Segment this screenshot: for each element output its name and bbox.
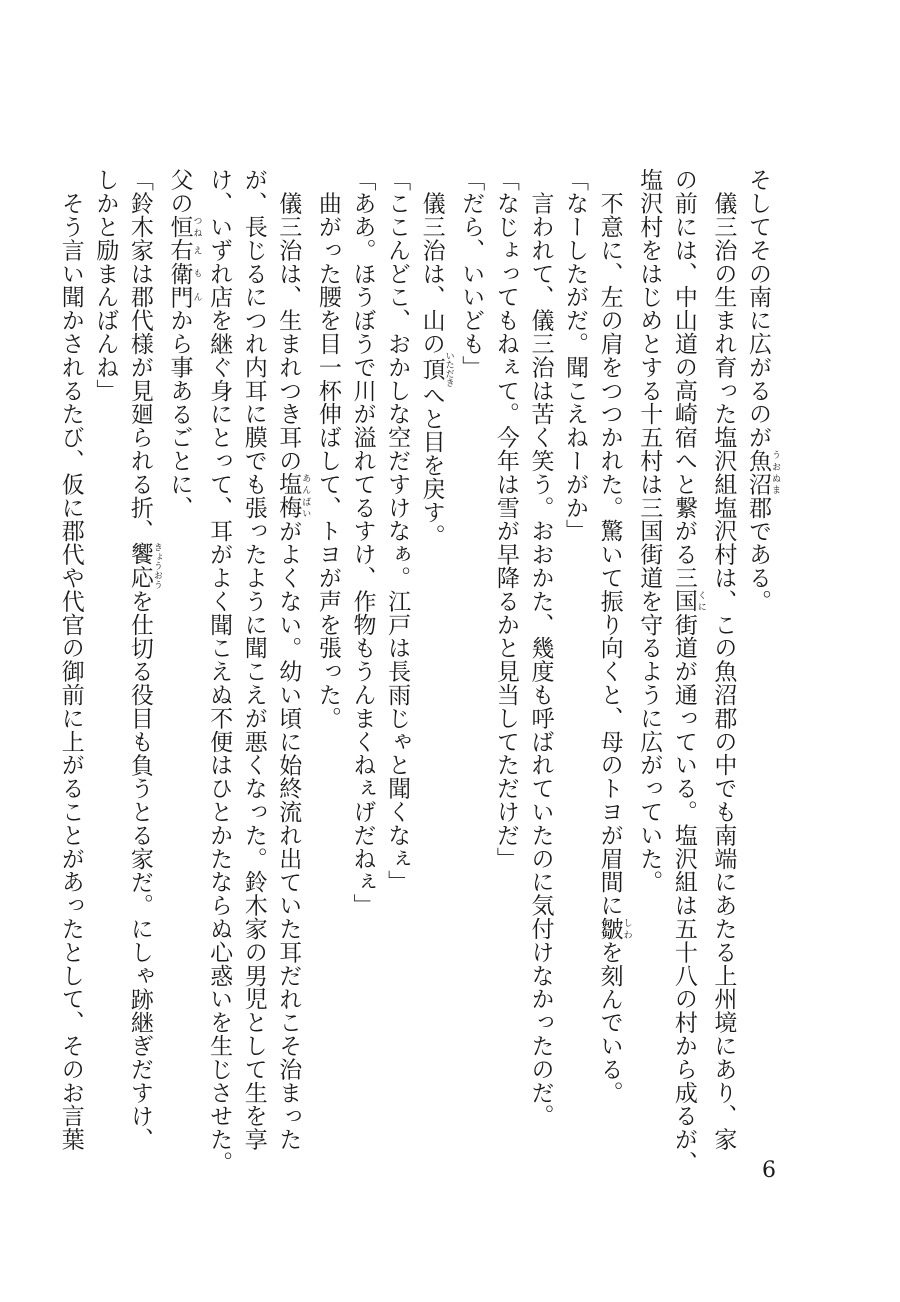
ruby-annotation: 恒 つね (166, 214, 202, 239)
ruby-annotation: 魚沼 うおぬま (745, 448, 780, 496)
ruby-annotation: 皺 しわ (596, 916, 632, 941)
text-line: 不意に、左の肩をつつかれた。驚いて振り向くと、母のトヨが眉間に皺 しわを刻んでいる。 (596, 168, 632, 1105)
ruby-annotation: 頂 いただき (418, 351, 454, 388)
ruby-annotation: 饗応 きょうおう (126, 542, 162, 590)
text-line: 「なーしたがだ。聞こえねーがか」 (562, 168, 589, 543)
ruby-annotation: 塩梅 あんばい (275, 472, 311, 520)
text-line: 儀三治の生まれ育った塩沢組塩沢村は、この魚沼郡の中でも南端にあたる上州境にあり、家 (710, 168, 737, 1151)
text-line: 儀三治は、山の頂 いただきへと目を戻す。 (418, 168, 454, 548)
text-line: そう言い聞かされるたび、仮に郡代や代官の御前に上がることがあったとして、そのお言葉 (57, 168, 84, 1151)
text-line: そしてその南に広がるのが魚沼 うおぬま郡である。 (745, 168, 780, 613)
text-line: 言われて、儀三治は苦く笑う。おおかた、幾度も呼ばれていたのに気付けなかったのだ。 (527, 168, 554, 1128)
text-line: 「ああ。ほうぼうで川が溢れてるすけ、作物もうんまくねぇげだねぇ」 (349, 168, 376, 917)
text-line: 「だら、いいども」 (458, 168, 485, 379)
text-line: 「ここんどこ、おかしな空だすけなぁ。江戸は長雨じゃと聞くなぇ」 (384, 168, 411, 894)
ruby-annotation: 衛門 もん (166, 261, 202, 309)
text-line: が、長じるにつれ内耳に膜でも張ったように聞こえが悪くなった。鈴木家の男児として生を享 (240, 168, 267, 1151)
text-line: 父の恒 つね右 え衛門 もんから事あるごとに、 (166, 168, 202, 520)
text-line: 「鈴木家は郡代様が見廻られる折、饗応 きょうおうを仕切る役目も負うとる家だ。にしゃ跡継ぎだすけ、 (126, 168, 162, 1151)
text-line: の前には、中山道の高崎宿へと繋がる三国 くに街道が通っている。塩沢組は五十八の村から成るが、 (670, 168, 706, 1175)
text-line: 「なじょってもねぇて。今年は雪が早降るかと見当してただけだ」 (492, 168, 519, 870)
text-line: 儀三治は、生まれつき耳の塩梅 あんばいがよくない。幼い頃に始終流れ出ていた耳だれこそ治まった (275, 168, 311, 1151)
text-line: け、いずれ店を継ぐ身にとって、耳がよく聞こえぬ不便はひとかたならぬ心惑いを生じさせた。 (206, 168, 233, 1175)
ruby-annotation: 右 え (166, 238, 202, 262)
text-line: 曲がった腰を目一杯伸ばして、トヨが声を張った。 (314, 168, 341, 730)
text-line: 塩沢村をはじめとする十五村は三国街道を守るように広がっていた。 (636, 168, 663, 894)
text-line: しかと励まんばんね」 (92, 168, 119, 402)
page-number: 6 (762, 1158, 776, 1183)
ruby-annotation: 国 くに (670, 589, 706, 613)
vertical-text-body (57, 168, 780, 1175)
